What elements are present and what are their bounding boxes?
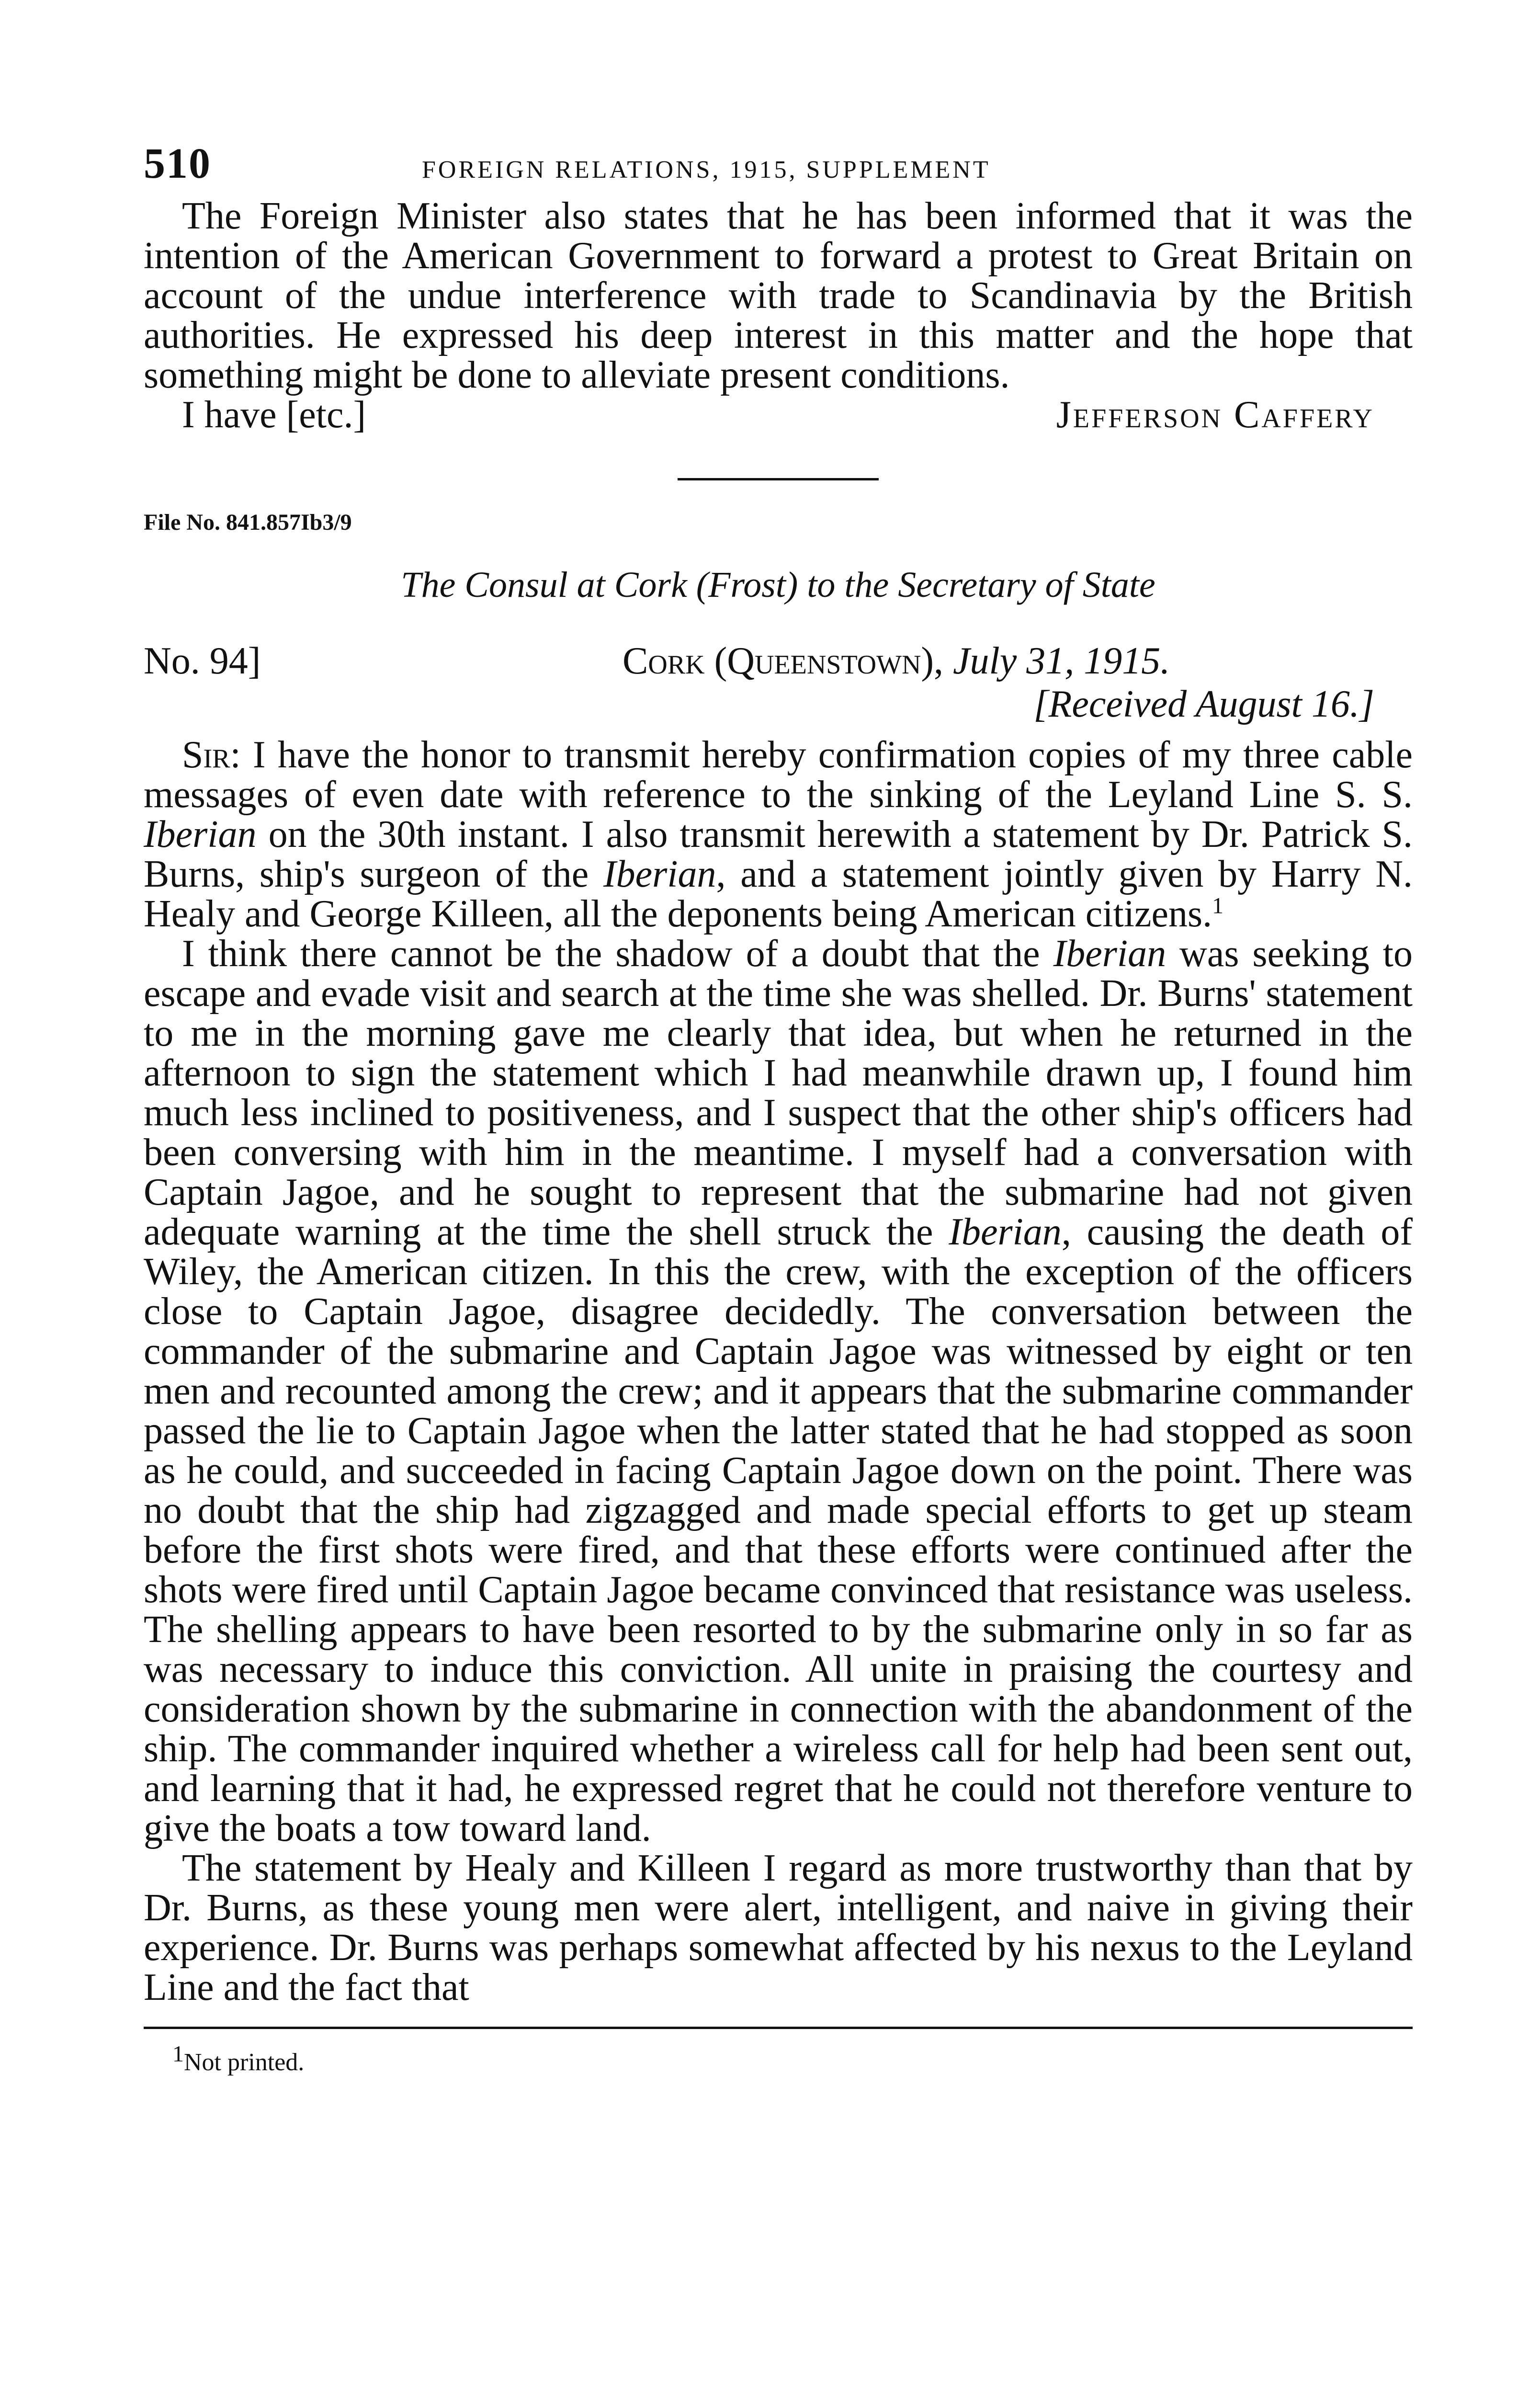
- p2-text-a: I think there cannot be the shadow of a doubt that the: [182, 933, 1040, 975]
- running-head: FOREIGN RELATIONS, 1915, SUPPLEMENT: [422, 156, 991, 183]
- p1-text-a: I have the honor to transmit hereby confirmation copies of my three cable messages of even date with reference to the sinking of the Leyland Line S. S.: [144, 734, 1413, 816]
- file-number: File No. 841.857Ib3/9: [144, 510, 352, 535]
- letter-paragraph-3: The statement by Healy and Killeen I regard as more trustworthy than that by Dr. Burns, as these young men were alert, intelligent, and naive in giving their experience. Dr. Burns was perhaps somewhat affected by his nexus to the Leyland Line and the fact that: [144, 1847, 1413, 2008]
- ship-name: Iberian: [1053, 933, 1166, 975]
- closing-text: I have [etc.]: [182, 394, 366, 436]
- letter-paragraph-1: [144, 735, 1413, 934]
- place: Cork (Queenstown),: [623, 640, 944, 682]
- footnote: [144, 2041, 1413, 2076]
- p2-text-b: was seeking to escape and evade visit and search at the time she was shelled. Dr. Burns' statement to me in the morning gave me clearly that idea, but when he returned in the afternoon to sign the statement which I had meanwhile drawn up, I found him much less inclined to positiveness, and I suspect that the other ship's officers had been conversing with him in the meantime. I myself had a conversation with Captain Jagoe, and he sought to represent that the submarine had not given adequate warning at the time the shell struck the: [144, 933, 1413, 1253]
- document-number: No. 94]: [144, 640, 261, 682]
- letter-paragraph-2: [144, 934, 1413, 1848]
- paragraph-foreign-minister: The Foreign Minister also states that he has been informed that it was the intention of the American Government to forward a protest to Great Britain on account of the undue interference with trade to Scandinavia by the British authorities. He expressed his deep interest in this matter and the hope that something might be done to alleviate present conditions.: [144, 195, 1413, 396]
- footnote-text: Not printed.: [184, 2049, 305, 2076]
- document-title: The Consul at Cork (Frost) to the Secretary of State: [401, 565, 1155, 605]
- received-date: [Received August 16.]: [1033, 683, 1374, 725]
- place-date: [623, 639, 1413, 683]
- footnote-ref: 1: [1212, 893, 1224, 919]
- dateline: [144, 639, 1413, 683]
- p1-text-c: , and a statement jointly given by Harry N. Healy and George Killeen, all the deponents being American citizens.: [144, 853, 1413, 935]
- signature: Jefferson Caffery: [1056, 394, 1374, 436]
- salutation: Sir:: [182, 734, 241, 776]
- closing-line: [144, 395, 1413, 435]
- ship-name: Iberian: [603, 853, 716, 895]
- date: July 31, 1915.: [953, 640, 1170, 682]
- p2-text-c: , causing the death of Wiley, the American citizen. In this the crew, with the exception of the officers close to Captain Jagoe, disagree decidedly. The conversation between the commander of the submarine and Captain Jagoe was witnessed by eight or ten men and recounted among the crew; and it appears that the submarine commander passed the lie to Captain Jagoe when the latter stated that he had stopped as soon as he could, and succeeded in facing Captain Jagoe down on the point. There was no doubt that the ship had zigzagged and made special efforts to get up steam before the first shots were fired, and that these efforts were continued after the shots were fired until Captain Jagoe became convinced that resistance was useless. The shelling appears to have been resorted to by the submarine only in so far as was necessary to induce this conviction. All unite in praising the courtesy and consideration shown by the submarine in connection with the abandonment of the ship. The commander inquired whether a wireless call for help had been sent out, and learning that it had, he expressed regret that he could not therefore venture to give the boats a tow toward land.: [144, 1211, 1413, 1849]
- page-header: [144, 139, 1413, 196]
- footnote-rule: [144, 2027, 1413, 2029]
- section-divider: [678, 478, 879, 480]
- ship-name: Iberian: [949, 1211, 1062, 1253]
- ship-name: Iberian: [144, 813, 257, 855]
- p1-text-b: on the 30th instant. I also transmit herewith a statement by Dr. Patrick S. Burns, ship's surgeon of the: [144, 813, 1413, 895]
- page-number: 510: [144, 140, 211, 187]
- document-page: [144, 139, 1413, 2076]
- footnote-marker: 1: [172, 2041, 184, 2067]
